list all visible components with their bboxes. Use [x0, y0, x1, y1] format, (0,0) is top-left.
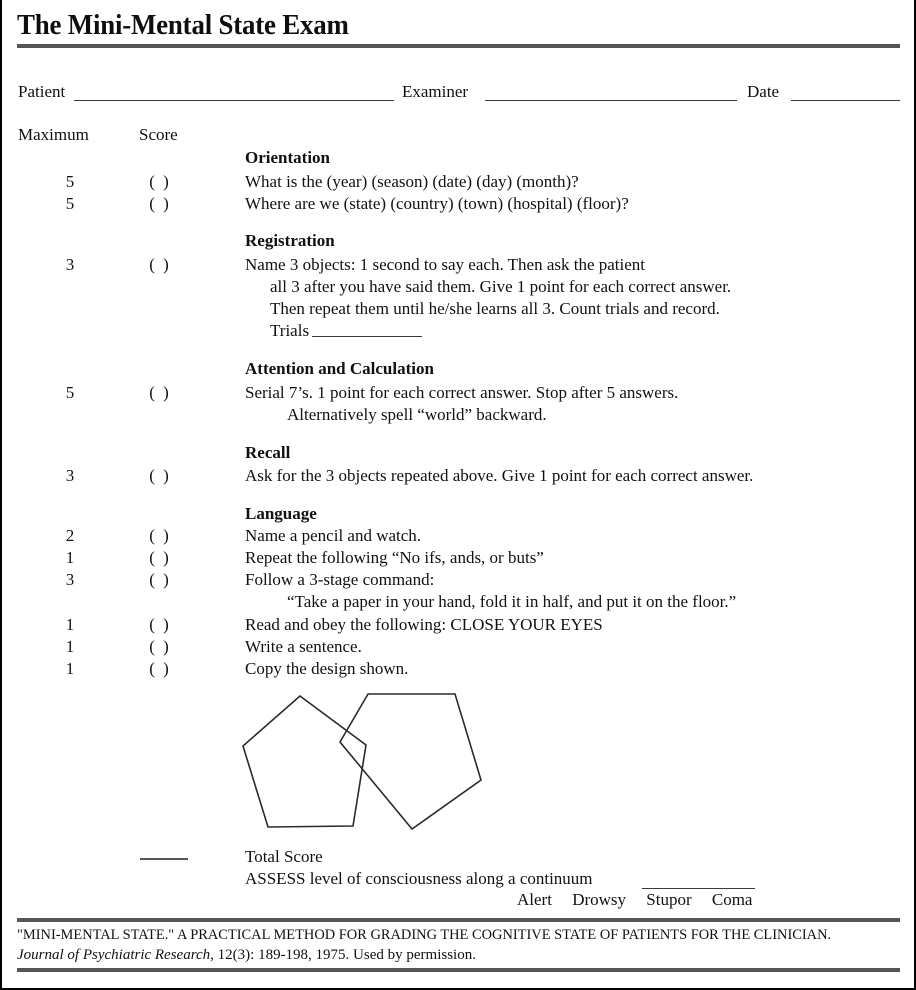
total-score-label: Total Score [245, 847, 323, 866]
max-points: 1 [65, 659, 75, 678]
max-points: 1 [65, 637, 75, 656]
max-points: 5 [65, 383, 75, 402]
item-text: Read and obey the following: CLOSE YOUR EYES [245, 615, 603, 634]
score-box[interactable]: ( ) [149, 615, 171, 634]
section-heading-orientation: Orientation [245, 148, 330, 167]
item-text: Follow a 3-stage command: [245, 570, 435, 589]
date-input[interactable] [791, 100, 900, 101]
date-label: Date [747, 82, 780, 101]
left-pentagon-shape [243, 696, 366, 827]
max-points: 1 [65, 615, 75, 634]
interlocking-pentagons-figure [232, 683, 497, 841]
footer-divider-top [17, 918, 900, 922]
footer-divider-bottom [17, 968, 900, 972]
consciousness-level-input[interactable] [642, 888, 755, 889]
max-points: 1 [65, 548, 75, 567]
item-text: Name 3 objects: 1 second to say each. Then ask the patient [245, 255, 646, 274]
column-header-maximum: Maximum [18, 125, 89, 144]
score-box[interactable]: ( ) [149, 548, 171, 567]
item-text: Then repeat them until he/she learns all 3. Count trials and record. [270, 299, 720, 318]
score-box[interactable]: ( ) [149, 526, 171, 545]
patient-label: Patient [18, 82, 66, 101]
max-points: 2 [65, 526, 75, 545]
section-heading-language: Language [245, 504, 317, 523]
footer-citation-title: "MINI-MENTAL STATE." A PRACTICAL METHOD FOR GRADING THE COGNITIVE STATE OF PATIENTS FOR THE CLINICIAN. [17, 927, 832, 943]
column-header-score: Score [139, 125, 178, 144]
score-box[interactable]: ( ) [149, 466, 171, 485]
level-option-alert[interactable]: Alert [517, 890, 552, 909]
journal-name: Journal of Psychiatric Research [17, 947, 211, 963]
score-box[interactable]: ( ) [149, 383, 171, 402]
consciousness-level-options [517, 890, 752, 910]
score-box[interactable]: ( ) [149, 255, 171, 274]
item-text: Serial 7’s. 1 point for each correct answer. Stop after 5 answers. [245, 383, 679, 402]
trials-label: Trials [270, 321, 310, 340]
level-option-drowsy[interactable]: Drowsy [572, 890, 627, 909]
section-heading-recall: Recall [245, 443, 291, 462]
item-text: “Take a paper in your hand, fold it in half, and put it on the floor.” [287, 592, 737, 611]
patient-input[interactable] [74, 100, 394, 101]
score-box[interactable]: ( ) [149, 172, 171, 191]
section-heading-attention-and-calculation: Attention and Calculation [245, 359, 434, 378]
right-pentagon-shape [340, 694, 481, 829]
item-text: Write a sentence. [245, 637, 362, 656]
page-title: The Mini-Mental State Exam [17, 10, 349, 41]
score-box[interactable]: ( ) [149, 570, 171, 589]
examiner-label: Examiner [402, 82, 469, 101]
max-points: 5 [65, 194, 75, 213]
item-text: What is the (year) (season) (date) (day) (month)? [245, 172, 579, 191]
item-text: all 3 after you have said them. Give 1 point for each correct answer. [270, 277, 732, 296]
journal-details: , 12(3): 189-198, 1975. Used by permission. [210, 947, 476, 963]
item-text: Name a pencil and watch. [245, 526, 422, 545]
item-text: Alternatively spell “world” backward. [287, 405, 547, 424]
item-text: Copy the design shown. [245, 659, 409, 678]
max-points: 3 [65, 570, 75, 589]
footer-citation-source [17, 947, 476, 964]
trials-input[interactable] [312, 336, 422, 337]
item-text: Ask for the 3 objects repeated above. Give 1 point for each correct answer. [245, 466, 754, 485]
max-points: 3 [65, 255, 75, 274]
max-points: 5 [65, 172, 75, 191]
level-option-coma[interactable]: Coma [711, 890, 753, 909]
assess-consciousness-label: ASSESS level of consciousness along a continuum [245, 869, 593, 888]
level-option-stupor[interactable]: Stupor [646, 890, 692, 909]
score-box[interactable]: ( ) [149, 637, 171, 656]
item-text: Repeat the following “No ifs, ands, or buts” [245, 548, 544, 567]
score-box[interactable]: ( ) [149, 194, 171, 213]
score-box[interactable]: ( ) [149, 659, 171, 678]
item-text: Where are we (state) (country) (town) (hospital) (floor)? [245, 194, 629, 213]
total-score-input[interactable] [140, 858, 188, 860]
section-heading-registration: Registration [245, 231, 335, 250]
max-points: 3 [65, 466, 75, 485]
title-divider [17, 44, 900, 48]
examiner-input[interactable] [485, 100, 737, 101]
